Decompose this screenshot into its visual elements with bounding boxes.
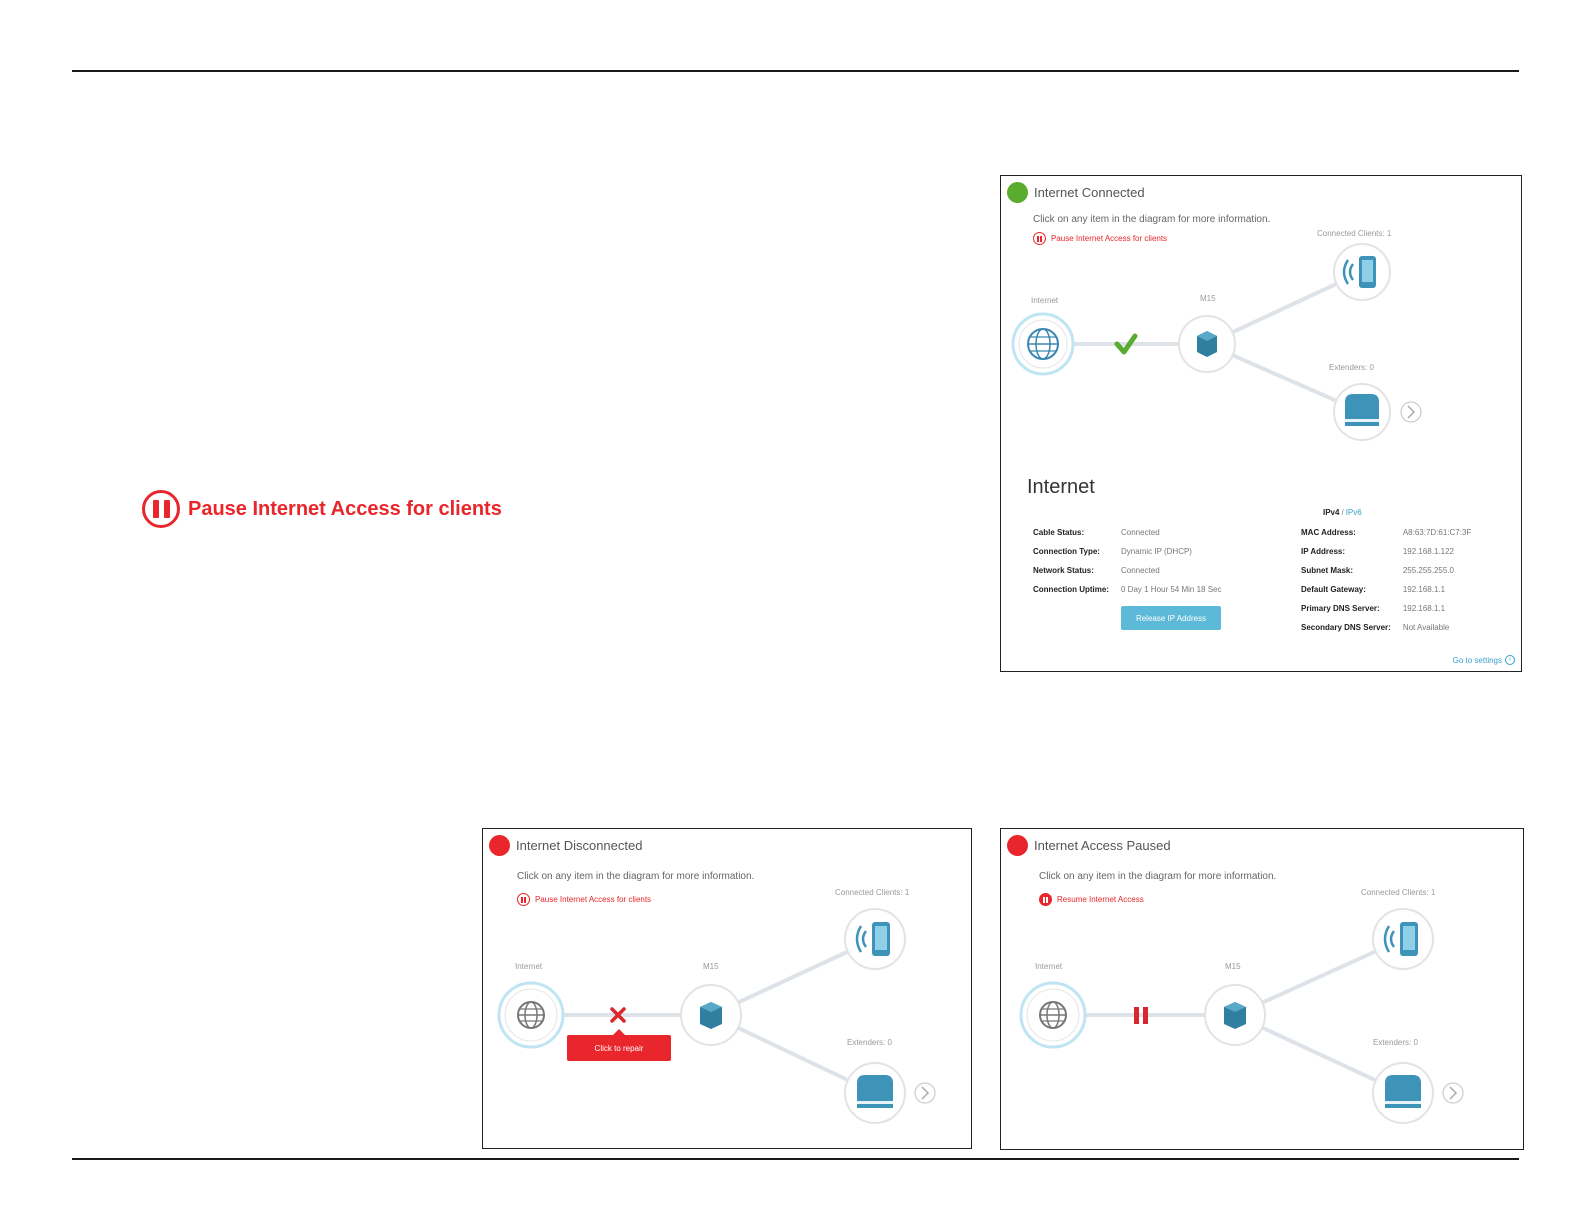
info-key: Secondary DNS Server: (1301, 623, 1391, 632)
extenders-node[interactable] (845, 1063, 905, 1123)
connection-info-table (1033, 528, 1222, 604)
info-row (1301, 604, 1471, 623)
router-icon (1197, 331, 1217, 357)
resume-internet-link-label: Resume Internet Access (1057, 895, 1144, 904)
info-value: Connected (1121, 528, 1160, 537)
info-row (1301, 623, 1471, 642)
click-to-repair-button[interactable]: Click to repair (567, 1035, 671, 1061)
chevron-right-icon[interactable] (1443, 1083, 1463, 1103)
extender-icon (857, 1075, 893, 1108)
status-text: Internet Disconnected (516, 838, 643, 853)
diagram-hint: Click on any item in the diagram for more information. (1033, 214, 1271, 225)
info-row (1033, 585, 1222, 604)
info-value: 192.168.1.1 (1402, 604, 1446, 613)
info-row (1033, 528, 1222, 547)
internet-disconnected-panel (482, 828, 972, 1149)
info-row (1301, 528, 1471, 547)
top-rule (72, 70, 1519, 72)
extenders-node-label: Extenders: 0 (1329, 363, 1374, 372)
internet-node-label: Internet (1035, 962, 1063, 971)
status-text: Internet Access Paused (1034, 838, 1171, 853)
router-icon (1224, 1002, 1246, 1029)
info-value: 0 Day 1 Hour 54 Min 18 Sec (1121, 585, 1222, 594)
network-diagram (1001, 176, 1522, 466)
address-info-table (1301, 528, 1471, 642)
extenders-node-label: Extenders: 0 (1373, 1038, 1418, 1047)
router-node[interactable] (1179, 316, 1235, 372)
router-node-label: M15 (1225, 962, 1241, 971)
info-row (1033, 566, 1222, 585)
go-to-settings-link[interactable] (1453, 655, 1515, 665)
info-row (1301, 566, 1471, 585)
clients-node-label: Connected Clients: 1 (835, 888, 910, 897)
internet-node-label: Internet (1031, 296, 1059, 305)
info-value: A8:63:7D:61:C7:3F (1402, 528, 1472, 537)
info-key: Connection Uptime: (1033, 585, 1109, 594)
clients-node-label: Connected Clients: 1 (1361, 888, 1436, 897)
extenders-node-label: Extenders: 0 (847, 1038, 892, 1047)
ip-version-tabs[interactable] (1323, 508, 1362, 517)
internet-node[interactable] (1021, 983, 1085, 1047)
go-to-settings-label: Go to settings (1452, 655, 1502, 665)
clients-node[interactable] (845, 909, 905, 969)
info-value: 192.168.1.1 (1402, 585, 1446, 594)
router-node-label: M15 (1200, 294, 1216, 303)
internet-section-title: Internet (1027, 476, 1095, 498)
info-key: IP Address: (1301, 547, 1346, 556)
info-value: Connected (1121, 566, 1160, 575)
pause-internet-callout[interactable] (142, 490, 502, 528)
extender-icon (1345, 394, 1379, 426)
bottom-rule (72, 1158, 1519, 1160)
info-value: 192.168.1.122 (1402, 547, 1454, 556)
network-diagram (1001, 829, 1524, 1150)
info-key: Default Gateway: (1301, 585, 1366, 594)
info-key: Primary DNS Server: (1301, 604, 1380, 613)
extenders-node[interactable] (1334, 384, 1390, 440)
network-diagram (483, 829, 972, 1149)
extenders-node[interactable] (1373, 1063, 1433, 1123)
info-key: Subnet Mask: (1301, 566, 1354, 575)
diagram-hint: Click on any item in the diagram for more information. (1039, 871, 1277, 882)
info-value: 255.255.255.0 (1402, 566, 1454, 575)
info-row (1033, 547, 1222, 566)
info-key: Cable Status: (1033, 528, 1085, 537)
router-icon (700, 1002, 722, 1029)
tab-separator: / (1341, 508, 1344, 517)
info-key: Connection Type: (1033, 547, 1100, 556)
info-value: Not Available (1402, 623, 1450, 632)
pause-internet-label: Pause Internet Access for clients (188, 497, 502, 520)
diagram-hint: Click on any item in the diagram for more information. (517, 871, 755, 882)
pause-internet-link-label: Pause Internet Access for clients (535, 895, 652, 904)
router-node-label: M15 (703, 962, 719, 971)
internet-connected-panel (1000, 175, 1522, 672)
extender-icon (1385, 1075, 1421, 1108)
tab-ipv6[interactable]: IPv6 (1345, 508, 1362, 517)
tab-ipv4[interactable]: IPv4 (1323, 508, 1340, 517)
internet-node-label: Internet (515, 962, 543, 971)
info-row (1301, 547, 1471, 566)
internet-node[interactable] (1013, 314, 1073, 374)
internet-paused-panel (1000, 828, 1524, 1150)
router-node[interactable] (681, 985, 741, 1045)
phone-wifi-icon (1344, 256, 1376, 288)
router-node[interactable] (1205, 985, 1265, 1045)
clients-node[interactable] (1334, 244, 1390, 300)
chevron-right-icon[interactable] (1401, 402, 1421, 422)
clients-node-label: Connected Clients: 1 (1317, 229, 1392, 238)
info-value: Dynamic IP (DHCP) (1121, 547, 1192, 556)
info-key: MAC Address: (1301, 528, 1356, 537)
info-key: Network Status: (1033, 566, 1094, 575)
pause-icon (142, 490, 180, 528)
status-text: Internet Connected (1034, 185, 1145, 200)
info-row (1301, 585, 1471, 604)
chevron-right-icon[interactable] (915, 1083, 935, 1103)
arrow-icon: › (1505, 655, 1515, 665)
internet-node[interactable] (499, 983, 563, 1047)
clients-node[interactable] (1373, 909, 1433, 969)
release-ip-button[interactable]: Release IP Address (1121, 606, 1221, 630)
pause-internet-link-label: Pause Internet Access for clients (1051, 234, 1168, 243)
